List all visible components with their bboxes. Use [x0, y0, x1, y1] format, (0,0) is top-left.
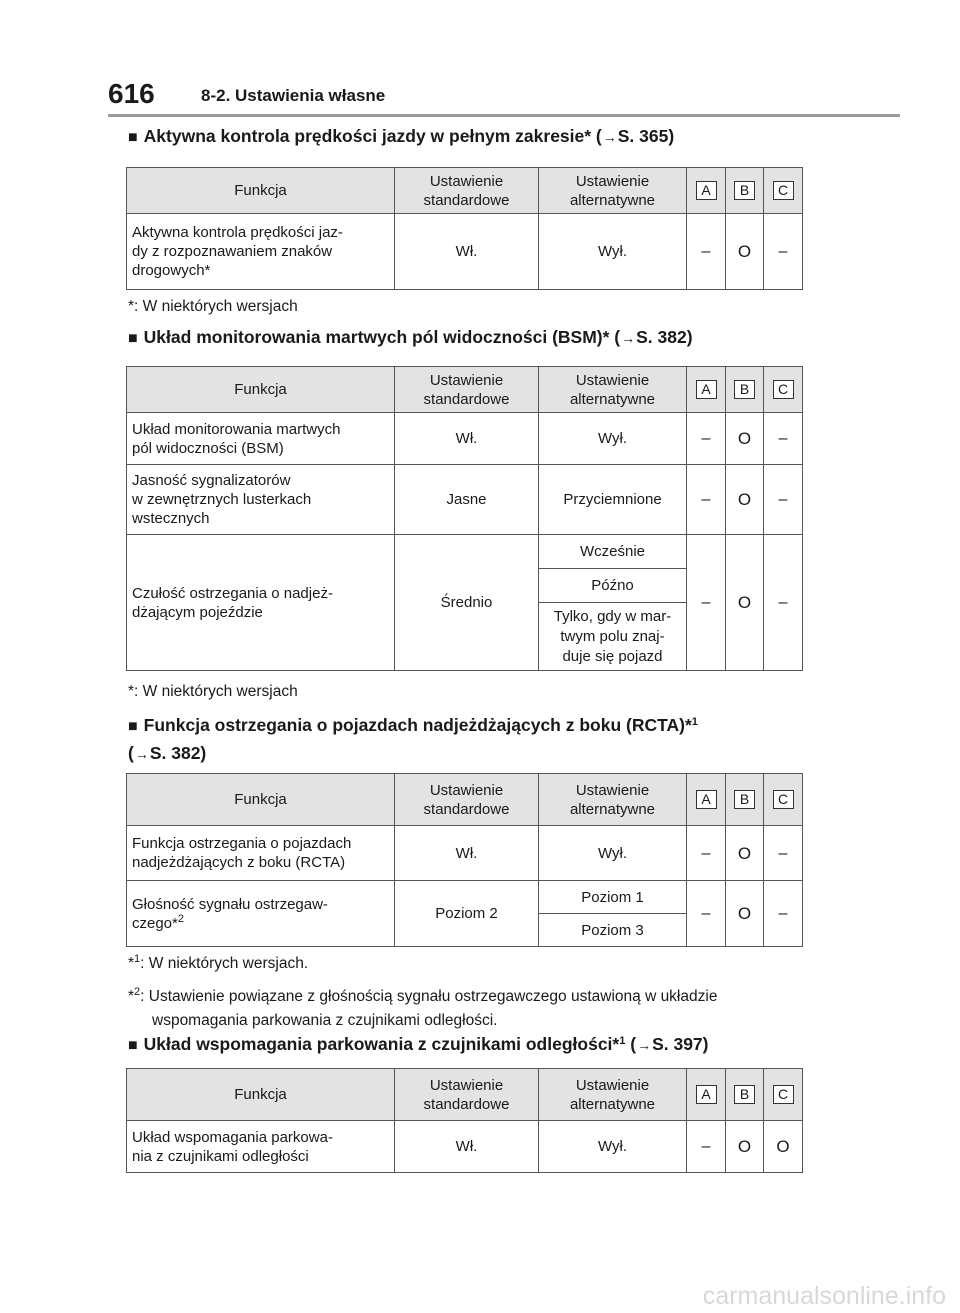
chapter-title: 8-2. Ustawienia własne: [201, 86, 386, 105]
col-b-cell: O: [726, 826, 764, 881]
col-c-cell: –: [764, 881, 803, 947]
standard-cell: Średnio: [395, 535, 539, 671]
superscript: 1: [691, 716, 698, 728]
square-bullet-icon: ■: [128, 1037, 138, 1054]
col-a-cell: –: [687, 881, 726, 947]
header-funkcja: Funkcja: [127, 367, 395, 413]
header-b: B: [726, 168, 764, 214]
arrow-right-icon: →: [621, 330, 636, 346]
function-cell: Jasność sygnalizatorów w zewnętrznych lusterkach wstecznych: [127, 465, 395, 535]
col-a-cell: –: [687, 214, 726, 290]
function-cell: Funkcja ostrzegania o pojazdach nadjeżdżających z boku (RCTA): [127, 826, 395, 881]
section-title-acc: [128, 126, 674, 147]
standard-cell: Wł.: [395, 214, 539, 290]
header-c: C: [764, 1069, 803, 1121]
col-c-cell: –: [764, 413, 803, 465]
footnote: *: W niektórych wersjach: [128, 298, 298, 315]
header-b: B: [726, 367, 764, 413]
page-number: 616: [108, 78, 155, 109]
col-b-cell: O: [726, 535, 764, 671]
header-standard: Ustawienie standardowe: [395, 1069, 539, 1121]
header-c: C: [764, 774, 803, 826]
header-funkcja: Funkcja: [127, 1069, 395, 1121]
col-a-cell: –: [687, 1121, 726, 1173]
header-c: C: [764, 367, 803, 413]
section-title-parking: ■ Układ wspomagania parkowania z czujnikami odległości*$^1$ (→S. 397): [128, 1034, 709, 1054]
settings-table-parking: [126, 1068, 803, 1173]
function-cell: Czułość ostrzegania o nadjeż- dżającym pojeździe: [127, 535, 395, 671]
settings-table-acc: [126, 167, 803, 290]
function-cell: Układ monitorowania martwych pól widoczności (BSM): [127, 413, 395, 465]
header-standard: Ustawienie standardowe: [395, 774, 539, 826]
footnote: *: W niektórych wersjach: [128, 683, 298, 700]
header-a: A: [687, 1069, 726, 1121]
page-reference: S. 382): [149, 743, 207, 763]
page-reference: S. 365): [617, 126, 675, 146]
header-a: A: [687, 774, 726, 826]
alternative-cell: Poziom 3: [539, 914, 687, 947]
table-row: [127, 535, 803, 569]
col-b-cell: O: [726, 881, 764, 947]
header-alternative: Ustawienie alternatywne: [539, 1069, 687, 1121]
col-a-cell: –: [687, 535, 726, 671]
table-row: [127, 1121, 803, 1173]
alternative-cell: Wył.: [539, 214, 687, 290]
table-row: [127, 413, 803, 465]
watermark: carmanualsonline.info: [702, 1282, 946, 1310]
arrow-right-icon: →: [637, 1037, 652, 1053]
header-funkcja: Funkcja: [127, 774, 395, 826]
col-a-cell: –: [687, 465, 726, 535]
alternative-cell: Wył.: [539, 826, 687, 881]
table-row: [127, 826, 803, 881]
col-b-cell: O: [726, 413, 764, 465]
alternative-cell: Przyciemnione: [539, 465, 687, 535]
header-alternative: Ustawienie alternatywne: [539, 774, 687, 826]
header-standard: Ustawienie standardowe: [395, 168, 539, 214]
standard-cell: Wł.: [395, 826, 539, 881]
function-cell: Głośność sygnału ostrzegaw- czego*$^2$: [127, 881, 395, 947]
col-c-cell: –: [764, 535, 803, 671]
section-title-bsm: [128, 327, 693, 348]
col-a-cell: –: [687, 826, 726, 881]
col-a-cell: –: [687, 413, 726, 465]
col-b-cell: O: [726, 214, 764, 290]
page-reference: S. 382): [636, 327, 693, 347]
alternative-cell: Wył.: [539, 413, 687, 465]
table-header-row: [127, 168, 803, 214]
col-b-cell: O: [726, 465, 764, 535]
header-b: B: [726, 774, 764, 826]
header-a: A: [687, 168, 726, 214]
header-standard: Ustawienie standardowe: [395, 367, 539, 413]
table-row: [127, 214, 803, 290]
header-alternative: Ustawienie alternatywne: [539, 168, 687, 214]
header-funkcja: Funkcja: [127, 168, 395, 214]
table-row: [127, 465, 803, 535]
function-cell: Układ wspomagania parkowa- nia z czujnikami odległości: [127, 1121, 395, 1173]
alternative-cell: Wył.: [539, 1121, 687, 1173]
table-header-row: [127, 1069, 803, 1121]
section-title-text: Aktywna kontrola prędkości jazdy w pełnym zakresie* (: [143, 126, 602, 146]
section-title-text: Układ wspomagania parkowania z czujnikami odległości*: [143, 1034, 620, 1054]
col-c-cell: –: [764, 214, 803, 290]
table-row: [127, 881, 803, 914]
square-bullet-icon: ■: [128, 129, 138, 146]
settings-table-bsm: [126, 366, 803, 671]
function-cell: Aktywna kontrola prędkości jaz- dy z rozpoznawaniem znaków drogowych*: [127, 214, 395, 290]
section-title-rcta: ■ Funkcja ostrzegania o pojazdach nadjeżdżających z boku (RCTA)*$^1$ (→S. 382): [128, 715, 698, 763]
standard-cell: Poziom 2: [395, 881, 539, 947]
section-title-text: Układ monitorowania martwych pól widoczności (BSM)* (: [143, 327, 621, 347]
standard-cell: Wł.: [395, 413, 539, 465]
col-b-cell: O: [726, 1121, 764, 1173]
superscript: 1: [619, 1035, 626, 1047]
settings-table-rcta: [126, 773, 803, 947]
standard-cell: Wł.: [395, 1121, 539, 1173]
header-c: C: [764, 168, 803, 214]
col-c-cell: –: [764, 465, 803, 535]
alternative-cell: Tylko, gdy w mar- twym polu znaj- duje się pojazd: [539, 603, 687, 671]
header-a: A: [687, 367, 726, 413]
square-bullet-icon: ■: [128, 330, 138, 347]
footnote: *$^1$: W niektórych wersjach.: [128, 953, 309, 972]
arrow-right-icon: →: [602, 129, 617, 145]
square-bullet-icon: ■: [128, 718, 138, 735]
alternative-cell: Późno: [539, 569, 687, 603]
alternative-cell: Poziom 1: [539, 881, 687, 914]
page-reference: S. 397): [652, 1034, 709, 1054]
section-title-text: Funkcja ostrzegania o pojazdach nadjeżdżających z boku (RCTA)*: [143, 715, 692, 735]
table-header-row: [127, 774, 803, 826]
col-c-cell: O: [764, 1121, 803, 1173]
standard-cell: Jasne: [395, 465, 539, 535]
col-c-cell: –: [764, 826, 803, 881]
alternative-cell: Wcześnie: [539, 535, 687, 569]
header-alternative: Ustawienie alternatywne: [539, 367, 687, 413]
table-header-row: [127, 367, 803, 413]
arrow-right-icon: →: [134, 746, 149, 762]
header-divider: [108, 114, 900, 117]
footnote: *$^2$: Ustawienie powiązane z głośnością sygnału ostrzegawczego ustawioną w układzie wspomagania parkowania z czujnikami odległości.: [128, 986, 718, 1029]
header-b: B: [726, 1069, 764, 1121]
